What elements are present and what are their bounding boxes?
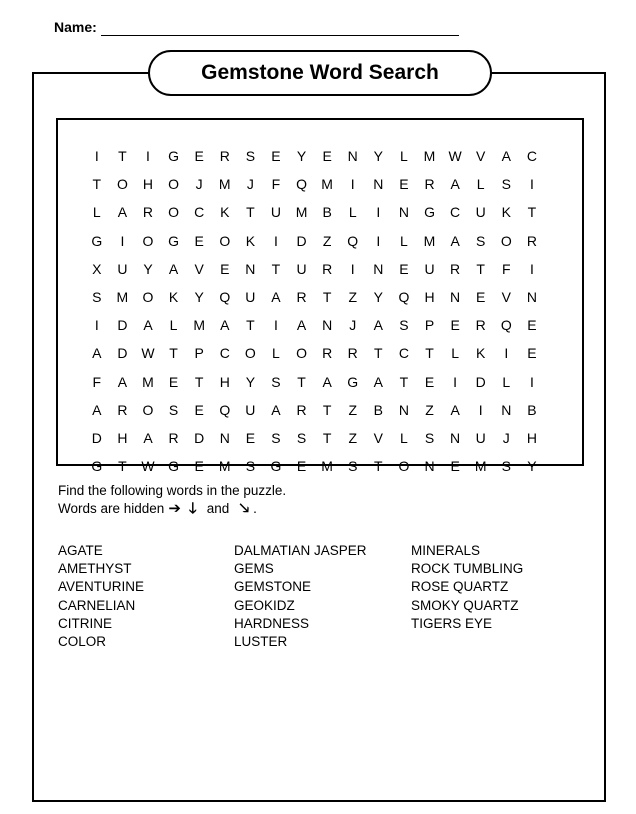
grid-letter: A	[501, 148, 511, 164]
arrow-right-icon: ➔	[168, 500, 181, 517]
grid-letter: E	[194, 232, 204, 249]
grid-letter: A	[450, 176, 460, 193]
instructions-line-1: Find the following words in the puzzle.	[58, 483, 287, 498]
instructions-and: and	[206, 501, 230, 516]
grid-letter: L	[400, 232, 408, 249]
word-item: GEMS	[234, 561, 274, 577]
grid-letter: E	[527, 317, 537, 334]
grid-letter: U	[117, 260, 128, 277]
grid-letter: S	[348, 458, 358, 475]
grid-letter: E	[527, 345, 537, 362]
grid-letter: I	[376, 232, 381, 249]
grid-letter: E	[399, 176, 409, 193]
grid-letter: I	[120, 232, 125, 249]
grid-letter: T	[246, 317, 255, 334]
instructions-line-2	[58, 500, 286, 518]
grid-letter: F	[271, 176, 281, 193]
grid-letter: Y	[245, 373, 256, 390]
grid-letter: M	[193, 317, 205, 334]
instructions-period: .	[253, 501, 257, 516]
grid-letter: U	[424, 260, 435, 277]
grid-letter: T	[169, 345, 178, 362]
grid-letter: C	[194, 204, 205, 221]
grid-letter: G	[168, 148, 180, 164]
grid-letter: I	[504, 345, 509, 362]
grid-letter: N	[373, 176, 384, 193]
grid-letter: L	[272, 345, 280, 362]
grid-letter: O	[116, 176, 128, 193]
grid-letter: G	[347, 373, 359, 390]
grid-letter: T	[322, 288, 332, 305]
grid-letter: A	[117, 204, 128, 221]
grid-letter: S	[501, 458, 511, 475]
grid-letter: S	[501, 176, 511, 193]
word-item: AMETHYST	[58, 561, 132, 577]
grid-letter: A	[92, 345, 102, 362]
grid-letter: O	[168, 204, 180, 221]
grid-letter: R	[450, 260, 461, 277]
grid-letter: M	[423, 148, 436, 164]
grid-letter: A	[143, 429, 153, 446]
grid-letter: N	[219, 429, 230, 446]
grid-letter: U	[475, 204, 486, 221]
worksheet-title	[148, 50, 492, 96]
grid-letter: I	[274, 232, 278, 249]
grid-letter: T	[322, 401, 332, 418]
grid-letter: Z	[348, 288, 358, 305]
grid-letter: H	[526, 429, 537, 446]
word-list-column-3	[411, 542, 523, 633]
grid-letter: N	[398, 401, 409, 418]
arrow-diagonal-icon: 🡖	[239, 500, 250, 517]
grid-letter: K	[168, 288, 179, 305]
word-item: LUSTER	[234, 634, 288, 650]
grid-letter: O	[142, 401, 154, 418]
grid-letter: Q	[219, 288, 231, 305]
grid-letter: U	[245, 288, 256, 305]
grid-letter: K	[476, 345, 486, 362]
word-list-column-1	[58, 542, 144, 651]
grid-letter: N	[398, 204, 409, 221]
grid-letter: N	[450, 288, 461, 305]
grid-letter: T	[399, 373, 409, 390]
grid-letter: N	[347, 148, 358, 164]
grid-letter: T	[271, 260, 281, 277]
grid-letter: V	[373, 429, 383, 446]
grid-letter: E	[194, 458, 204, 475]
grid-letter: K	[245, 232, 256, 249]
grid-letter: Q	[398, 288, 410, 305]
grid-letter: X	[92, 260, 102, 277]
grid-letter: M	[321, 176, 333, 193]
grid-letter: T	[476, 260, 485, 277]
grid-letter: T	[297, 373, 306, 390]
grid-letter: O	[500, 232, 512, 249]
grid-letter: M	[218, 176, 231, 193]
grid-letter: B	[373, 401, 383, 418]
grid-letter: L	[502, 373, 511, 390]
grid-letter: E	[194, 401, 204, 418]
word-item: ROSE QUARTZ	[411, 579, 509, 595]
grid-letter: I	[274, 317, 278, 334]
grid-letter: W	[448, 148, 462, 164]
grid-letter: I	[453, 373, 458, 390]
instructions	[58, 482, 286, 518]
grid-letter: W	[141, 458, 155, 475]
grid-letter: Y	[143, 260, 153, 277]
grid-letter: H	[424, 288, 435, 305]
grid-letter: A	[271, 401, 281, 418]
grid-letter: H	[117, 429, 128, 446]
grid-letter: D	[117, 345, 128, 362]
grid-letter: D	[296, 232, 307, 249]
grid-letter: L	[348, 204, 357, 221]
grid-letter: J	[502, 429, 510, 446]
grid-letter: O	[219, 232, 231, 249]
grid-letter: G	[91, 232, 103, 249]
grid-letter: U	[270, 204, 282, 221]
grid-letter: E	[424, 373, 435, 390]
grid-letter: K	[501, 204, 511, 221]
arrow-down-icon: 🡓	[188, 500, 197, 517]
grid-letter: C	[526, 148, 537, 164]
grid-letter: S	[476, 232, 486, 249]
grid-letter: R	[322, 260, 333, 277]
grid-letter: A	[322, 373, 332, 390]
grid-letter: S	[245, 148, 256, 164]
grid-letter: N	[501, 401, 512, 418]
grid-letter: E	[296, 458, 307, 475]
grid-letter: A	[373, 317, 383, 334]
grid-letter: V	[501, 288, 511, 305]
grid-letter: E	[245, 429, 256, 446]
grid-letter: M	[116, 288, 129, 305]
grid-letter: S	[399, 317, 409, 334]
word-item: MINERALS	[411, 543, 481, 558]
grid-letter: I	[350, 176, 355, 193]
grid-letter: L	[476, 176, 485, 193]
grid-letter: G	[168, 458, 180, 475]
letter-grid	[84, 142, 545, 480]
grid-letter: S	[424, 429, 435, 446]
word-item: CITRINE	[58, 615, 112, 631]
grid-letter: S	[271, 429, 281, 446]
grid-letter: I	[529, 260, 534, 277]
grid-letter: B	[527, 401, 537, 418]
grid-letter: T	[92, 176, 102, 193]
grid-letter: M	[295, 204, 308, 221]
grid-letter: I	[478, 401, 483, 418]
grid-letter: M	[142, 373, 154, 390]
grid-letter: A	[450, 232, 460, 249]
grid-letter: P	[424, 317, 435, 334]
grid-letter: Q	[219, 401, 231, 418]
grid-letter: R	[322, 345, 333, 362]
grid-letter: N	[373, 260, 384, 277]
grid-letter: E	[450, 458, 460, 475]
grid-letter: R	[117, 401, 128, 418]
grid-letter: A	[220, 317, 230, 334]
grid-letter: N	[424, 458, 435, 475]
grid-letter: V	[194, 260, 204, 277]
word-item: CARNELIAN	[58, 597, 136, 613]
grid-letter: Z	[425, 401, 434, 418]
grid-letter: R	[168, 429, 179, 446]
grid-letter: K	[220, 204, 230, 221]
grid-letter: E	[322, 148, 332, 164]
word-item: GEMSTONE	[234, 579, 312, 595]
grid-letter: A	[296, 317, 307, 334]
grid-letter: L	[169, 317, 178, 334]
grid-letter: Y	[527, 458, 537, 475]
grid-letter: R	[219, 148, 230, 164]
grid-letter: B	[322, 204, 332, 221]
grid-letter: N	[450, 429, 461, 446]
grid-letter: A	[117, 373, 128, 390]
grid-letter: G	[270, 458, 282, 475]
grid-letter: Q	[347, 232, 359, 249]
grid-letter: I	[529, 176, 534, 193]
word-item: TIGERS EYE	[411, 615, 493, 631]
grid-letter: R	[475, 317, 486, 334]
grid-letter: D	[91, 429, 102, 446]
grid-letter: D	[194, 429, 205, 446]
grid-letter: Z	[322, 232, 332, 249]
grid-letter: I	[376, 204, 381, 221]
word-item: SMOKY QUARTZ	[411, 597, 519, 613]
word-list-column-2	[234, 542, 367, 651]
grid-letter: A	[92, 401, 102, 418]
grid-letter: A	[373, 373, 383, 390]
grid-letter: O	[142, 288, 154, 305]
grid-letter: P	[194, 345, 204, 362]
grid-letter: A	[168, 260, 179, 277]
grid-letter: S	[296, 429, 307, 446]
grid-letter: O	[244, 345, 256, 362]
word-item: GEOKIDZ	[234, 597, 295, 613]
grid-letter: Z	[348, 429, 358, 446]
grid-letter: Y	[194, 288, 204, 305]
word-item: HARDNESS	[234, 615, 310, 631]
grid-letter: T	[194, 373, 204, 390]
word-item: AVENTURINE	[58, 579, 145, 595]
grid-letter: M	[474, 458, 487, 475]
grid-letter: Y	[296, 148, 307, 164]
grid-letter: O	[142, 232, 154, 249]
grid-letter: A	[450, 401, 460, 418]
grid-letter: V	[476, 148, 486, 164]
grid-letter: F	[92, 373, 102, 390]
grid-letter: L	[400, 429, 408, 446]
grid-letter: L	[92, 204, 101, 221]
grid-letter: O	[296, 345, 307, 362]
grid-letter: T	[322, 429, 332, 446]
word-item: DALMATIAN JASPER	[234, 543, 367, 558]
grid-letter: U	[475, 429, 486, 446]
grid-letter: M	[218, 458, 231, 475]
title-text: Gemstone Word Search	[201, 61, 439, 84]
instructions-prefix: Words are hidden	[58, 501, 165, 516]
grid-letter: Z	[348, 401, 358, 418]
grid-letter: C	[450, 204, 461, 221]
grid-letter: T	[118, 148, 127, 164]
grid-letter: T	[374, 458, 383, 475]
grid-letter: E	[271, 148, 281, 164]
grid-letter: F	[502, 260, 511, 277]
grid-letter: S	[271, 373, 281, 390]
grid-letter: O	[168, 176, 180, 193]
grid-letter: H	[142, 176, 154, 193]
grid-letter: C	[219, 345, 230, 362]
grid-letter: J	[349, 317, 357, 334]
word-item: COLOR	[58, 634, 107, 650]
grid-letter: R	[296, 288, 307, 305]
grid-letter: N	[322, 317, 333, 334]
grid-letter: T	[527, 204, 537, 221]
grid-letter: D	[117, 317, 128, 334]
word-item: AGATE	[58, 543, 103, 558]
grid-letter: J	[246, 176, 254, 193]
word-item: ROCK TUMBLING	[411, 561, 524, 577]
name-label: Name:	[54, 19, 97, 35]
grid-letter: T	[425, 345, 434, 362]
grid-letter: Y	[373, 148, 383, 164]
name-row	[54, 18, 459, 36]
grid-letter: Q	[296, 176, 307, 193]
grid-letter: R	[424, 176, 435, 193]
grid-letter: S	[92, 288, 102, 305]
grid-letter: N	[526, 288, 537, 305]
grid-letter: H	[219, 373, 230, 390]
grid-letter: D	[475, 373, 486, 390]
grid-letter: T	[118, 458, 127, 475]
grid-letter: Q	[500, 317, 512, 334]
grid-letter: J	[195, 176, 203, 193]
grid-letter: T	[374, 345, 383, 362]
grid-letter: E	[450, 317, 460, 334]
grid-letter: U	[296, 260, 307, 277]
grid-letter: W	[141, 345, 155, 362]
grid-letter: R	[296, 401, 307, 418]
grid-letter: E	[399, 260, 409, 277]
grid-letter: N	[245, 260, 256, 277]
grid-letter: E	[220, 260, 230, 277]
grid-letter: L	[451, 345, 459, 362]
grid-letter: U	[245, 401, 256, 418]
grid-letter: R	[347, 345, 358, 362]
grid-letter: L	[400, 148, 408, 164]
grid-letter: R	[526, 232, 537, 249]
grid-letter: M	[423, 232, 436, 249]
name-field-line	[101, 21, 459, 36]
grid-letter: A	[271, 288, 281, 305]
grid-letter: C	[398, 345, 409, 362]
grid-letter: I	[94, 148, 99, 164]
grid-letter: E	[194, 148, 204, 164]
grid-letter: S	[245, 458, 256, 475]
grid-letter: E	[168, 373, 179, 390]
grid-letter: G	[168, 232, 180, 249]
grid-letter: E	[476, 288, 486, 305]
grid-letter: M	[321, 458, 333, 475]
grid-letter: I	[146, 148, 150, 164]
grid-letter: O	[398, 458, 410, 475]
grid-letter: I	[94, 317, 99, 334]
grid-letter: T	[246, 204, 255, 221]
grid-letter: G	[91, 458, 103, 475]
grid-letter: S	[168, 401, 179, 418]
grid-letter: I	[529, 373, 534, 390]
grid-letter: I	[350, 260, 355, 277]
grid-letter: A	[143, 317, 153, 334]
grid-letter: G	[424, 204, 435, 221]
grid-letter: R	[142, 204, 154, 221]
grid-letter: Y	[373, 288, 383, 305]
